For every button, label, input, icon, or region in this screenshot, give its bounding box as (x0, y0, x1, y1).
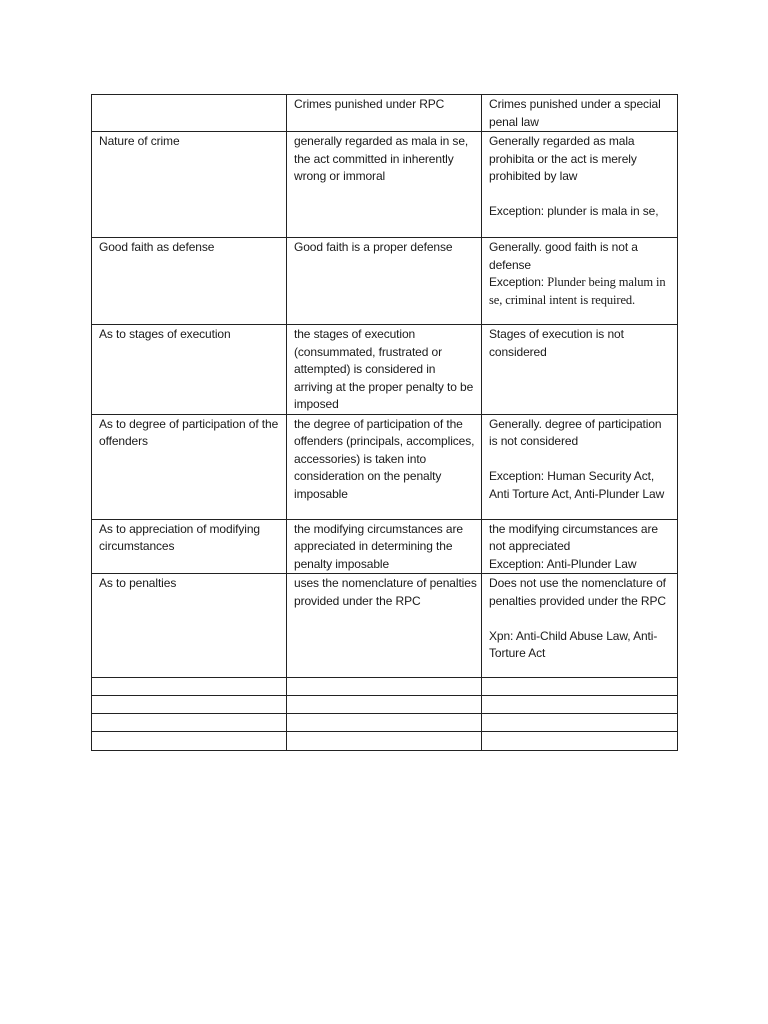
empty-cell (482, 678, 678, 696)
special-law-general: Generally. good faith is not a defense (489, 240, 638, 272)
empty-row (92, 732, 678, 751)
rpc-cell: the stages of execution (consummated, frustrated or attempted) is considered in arriving at the proper penalty to be imposed (287, 325, 482, 415)
empty-cell (287, 696, 482, 714)
empty-cell (482, 696, 678, 714)
table-row-penalties (92, 574, 678, 678)
table-row-stages-of-execution (92, 325, 678, 415)
empty-row (92, 714, 678, 732)
table-row-modifying-circumstances (92, 519, 678, 574)
header-row (92, 95, 678, 132)
special-law-cell (482, 414, 678, 519)
empty-cell (482, 714, 678, 732)
table-row-degree-of-participation (92, 414, 678, 519)
special-law-exception: Exception: plunder is mala in se, (489, 204, 659, 218)
empty-cell (92, 732, 287, 751)
special-law-cell (482, 238, 678, 325)
empty-cell (92, 714, 287, 732)
special-law-general: Generally regarded as mala prohibita or the act is merely prohibited by law (489, 134, 637, 183)
criterion-cell: As to penalties (92, 574, 287, 678)
table-row-nature-of-crime (92, 132, 678, 238)
rpc-cell: the degree of participation of the offenders (principals, accomplices, accessories) is taken into consideration on the penalty imposable (287, 414, 482, 519)
header-rpc-cell: Crimes punished under RPC (287, 95, 482, 132)
special-law-exception: Exception: Anti-Plunder Law (489, 556, 637, 571)
special-law-exception: Exception: Human Security Act, Anti Torture Act, Anti-Plunder Law (489, 469, 665, 501)
special-law-cell (482, 574, 678, 678)
empty-cell (482, 732, 678, 751)
special-law-cell (482, 132, 678, 238)
special-law-exception-label: Exception: (489, 275, 545, 289)
criterion-cell: Nature of crime (92, 132, 287, 238)
criterion-cell: As to degree of participation of the offenders (92, 414, 287, 519)
header-special-law-cell: Crimes punished under a special penal law (482, 95, 678, 132)
empty-cell (287, 714, 482, 732)
empty-cell (287, 678, 482, 696)
rpc-cell: generally regarded as mala in se, the act committed in inherently wrong or immoral (287, 132, 482, 238)
rpc-cell: uses the nomenclature of penalties provided under the RPC (287, 574, 482, 678)
rpc-cell: the modifying circumstances are appreciated in determining the penalty imposable (287, 519, 482, 574)
empty-row (92, 678, 678, 696)
rpc-cell: Good faith is a proper defense (287, 238, 482, 325)
special-law-exception-text: Plunder being malum in se, criminal intent is required. (489, 275, 666, 307)
special-law-cell: Stages of execution is not considered (482, 325, 678, 415)
empty-cell (92, 696, 287, 714)
comparison-table (91, 94, 678, 751)
header-empty-cell (92, 95, 287, 132)
empty-cell (92, 678, 287, 696)
empty-cell (287, 732, 482, 751)
criterion-cell: Good faith as defense (92, 238, 287, 325)
criterion-cell: As to appreciation of modifying circumstances (92, 519, 287, 574)
special-law-exception: Xpn: Anti-Child Abuse Law, Anti-Torture Act (489, 628, 658, 660)
table-row-good-faith (92, 238, 678, 325)
special-law-cell (482, 519, 678, 574)
special-law-general: the modifying circumstances are not appreciated (489, 521, 658, 553)
special-law-general: Does not use the nomenclature of penalties provided under the RPC (489, 576, 666, 608)
special-law-general: Generally. degree of participation is not considered (489, 416, 662, 448)
empty-row (92, 696, 678, 714)
criterion-cell: As to stages of execution (92, 325, 287, 415)
